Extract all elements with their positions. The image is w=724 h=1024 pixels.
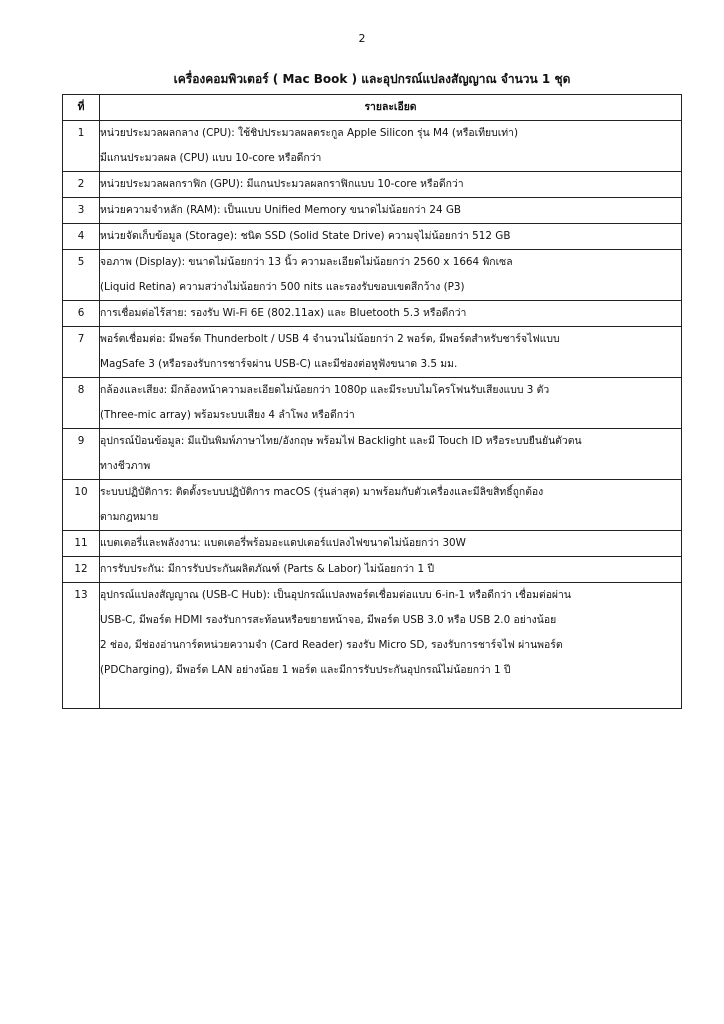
row-number: 6 <box>63 301 100 327</box>
header-no: ที่ <box>63 95 100 121</box>
detail-line: อุปกรณ์ป้อนข้อมูล: มีแป้นพิมพ์ภาษาไทย/อังกฤษ พร้อมไฟ Backlight และมี Touch ID หรือระบบยืนยันตัวตน <box>100 435 582 447</box>
row-detail <box>100 531 682 557</box>
detail-line: USB-C, มีพอร์ต HDMI รองรับการสะท้อนหรือขยายหน้าจอ, มีพอร์ต USB 3.0 หรือ USB 2.0 อย่างน้อย <box>100 614 557 626</box>
detail-line: มีแกนประมวลผล (CPU) แบบ 10-core หรือดีกว่า <box>100 152 322 164</box>
detail-line: หน่วยความจำหลัก (RAM): เป็นแบบ Unified Memory ขนาดไม่น้อยกว่า 24 GB <box>100 204 462 216</box>
detail-line: (Three-mic array) พร้อมระบบเสียง 4 ลำโพง หรือดีกว่า <box>100 409 355 421</box>
row-detail <box>100 301 682 327</box>
detail-line: จอภาพ (Display): ขนาดไม่น้อยกว่า 13 นิ้ว ความละเอียดไม่น้อยกว่า 2560 x 1664 พิกเซล <box>100 256 513 268</box>
table-row <box>63 480 682 531</box>
detail-line: ตามกฎหมาย <box>100 511 159 523</box>
row-number: 2 <box>63 172 100 198</box>
row-detail <box>100 121 682 172</box>
row-number: 4 <box>63 224 100 250</box>
detail-line: หน่วยจัดเก็บข้อมูล (Storage): ชนิด SSD (Solid State Drive) ความจุไม่น้อยกว่า 512 GB <box>100 230 511 242</box>
detail-line: ระบบปฏิบัติการ: ติดตั้งระบบปฏิบัติการ macOS (รุ่นล่าสุด) มาพร้อมกับตัวเครื่องและมีลิขสิทธิ์ถูกต้อง <box>100 486 544 498</box>
page-number: 2 <box>358 32 366 45</box>
row-detail <box>100 327 682 378</box>
spec-table-body <box>63 121 682 709</box>
detail-line: อุปกรณ์แปลงสัญญาณ (USB-C Hub): เป็นอุปกรณ์แปลงพอร์ตเชื่อมต่อแบบ 6-in-1 หรือดีกว่า เชื่อมต่อผ่าน <box>100 589 571 601</box>
detail-line: กล้องและเสียง: มีกล้องหน้าความละเอียดไม่น้อยกว่า 1080p และมีระบบไมโครโฟนรับเสียงแบบ 3 ตัว <box>100 384 550 396</box>
row-number: 11 <box>63 531 100 557</box>
row-detail <box>100 250 682 301</box>
table-row <box>63 172 682 198</box>
row-number: 8 <box>63 378 100 429</box>
table-row <box>63 121 682 172</box>
row-number: 10 <box>63 480 100 531</box>
row-number: 13 <box>63 583 100 709</box>
table-row <box>63 250 682 301</box>
row-detail <box>100 583 682 709</box>
detail-line: การเชื่อมต่อไร้สาย: รองรับ Wi-Fi 6E (802.11ax) และ Bluetooth 5.3 หรือดีกว่า <box>100 307 467 319</box>
table-row <box>63 557 682 583</box>
detail-line: แบตเตอรี่และพลังงาน: แบตเตอรี่พร้อมอะแดปเตอร์แปลงไฟขนาดไม่น้อยกว่า 30W <box>100 537 466 549</box>
row-detail <box>100 224 682 250</box>
table-row <box>63 224 682 250</box>
table-row <box>63 198 682 224</box>
row-detail <box>100 378 682 429</box>
table-row <box>63 378 682 429</box>
table-header-row <box>63 95 682 121</box>
detail-line: (PDCharging), มีพอร์ต LAN อย่างน้อย 1 พอร์ต และมีการรับประกันอุปกรณ์ไม่น้อยกว่า 1 ปี <box>100 664 511 676</box>
row-detail <box>100 429 682 480</box>
detail-line: 2 ช่อง, มีช่องอ่านการ์ดหน่วยความจำ (Card Reader) รองรับ Micro SD, รองรับการชาร์จไฟ ผ่านพอร์ต <box>100 639 563 651</box>
row-detail <box>100 480 682 531</box>
row-number: 5 <box>63 250 100 301</box>
row-number: 9 <box>63 429 100 480</box>
row-detail <box>100 198 682 224</box>
spec-table <box>62 94 682 709</box>
row-detail <box>100 172 682 198</box>
row-number: 3 <box>63 198 100 224</box>
table-row <box>63 301 682 327</box>
detail-line: ทางชีวภาพ <box>100 460 151 472</box>
row-detail <box>100 557 682 583</box>
detail-line: MagSafe 3 (หรือรองรับการชาร์จผ่าน USB-C) และมีช่องต่อหูฟังขนาด 3.5 มม. <box>100 358 458 370</box>
table-row <box>63 429 682 480</box>
table-row <box>63 327 682 378</box>
table-row <box>63 583 682 709</box>
detail-line <box>100 683 681 708</box>
header-detail: รายละเอียด <box>100 95 682 121</box>
table-row <box>63 531 682 557</box>
detail-line: หน่วยประมวลผลกราฟิก (GPU): มีแกนประมวลผลกราฟิกแบบ 10-core หรือดีกว่า <box>100 178 464 190</box>
row-number: 12 <box>63 557 100 583</box>
detail-line: (Liquid Retina) ความสว่างไม่น้อยกว่า 500 nits และรองรับขอบเขตสีกว้าง (P3) <box>100 281 465 293</box>
row-number: 7 <box>63 327 100 378</box>
detail-line: หน่วยประมวลผลกลาง (CPU): ใช้ชิปประมวลผลตระกูล Apple Silicon รุ่น M4 (หรือเทียบเท่า) <box>100 127 519 139</box>
document-title: เครื่องคอมพิวเตอร์ ( Mac Book ) และอุปกรณ์แปลงสัญญาณ จำนวน 1 ชุด <box>173 72 571 86</box>
detail-line: การรับประกัน: มีการรับประกันผลิตภัณฑ์ (Parts & Labor) ไม่น้อยกว่า 1 ปี <box>100 563 435 575</box>
row-number: 1 <box>63 121 100 172</box>
detail-line: พอร์ตเชื่อมต่อ: มีพอร์ต Thunderbolt / USB 4 จำนวนไม่น้อยกว่า 2 พอร์ต, มีพอร์ตสำหรับชาร์จไฟแบบ <box>100 333 560 345</box>
